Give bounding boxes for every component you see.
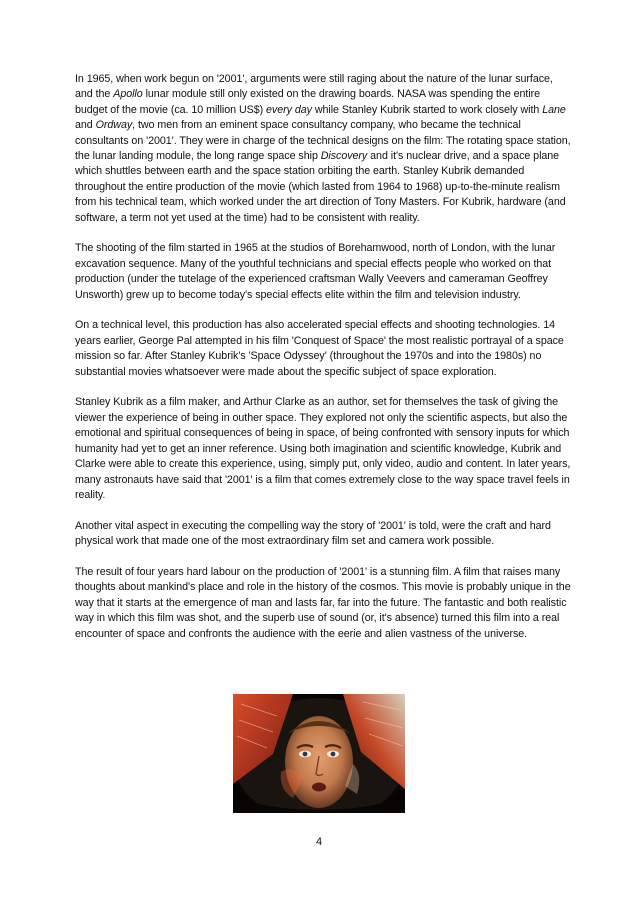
astronaut-helmet-illustration — [233, 694, 405, 813]
text-run: lunar module still only existed on the drawing boards. NASA was spending the entire budget of the movie (ca. 10 million US$) — [75, 88, 541, 116]
page-number: 4 — [315, 836, 323, 848]
body-text — [75, 72, 571, 657]
italic-text: Ordway — [95, 119, 133, 132]
text-run: On a technical level, this production has also accelerated special effects and shooting technologies. 14 years earlier, George Pal attempted in his film 'Conquest of Space' the most realistic portrayal of a space mission so far. After Stanley Kubrik's 'Space Odyssey' (throughout the 1970s and into the 1980s) no substantial movies whatsoever were made about the specific subject of space exploration. — [75, 319, 564, 378]
text-run: Stanley Kubrik as a film maker, and Arthur Clarke as an author, set for themselves the task of giving the viewer the experience of being in outher space. They explored not only the scientific aspects, but also the emotional and spiritual consequences of being in space, of being confronted with sensory inputs for which humanity had yet to get an inner reference. Using both imagination and scientific knowledge, Kubrik and Clarke were able to create this experience, using, simply put, only video, audio and content. In later years, many astronauts have said that '2001' is a film that comes extremely close to the way space travel feels in reality. — [75, 396, 571, 501]
text-run: , two men from an eminent space consultancy company, who became the technical consultants on '2001'. They were in charge of the technical designs on the film: The rotating space station, the lunar landing module, the long range space ship — [75, 119, 571, 163]
text-run: In 1965, when work begun on '2001', arguments were still raging about the nature of the lunar surface, and the — [75, 73, 553, 101]
text-run: while Stanley Kubrik started to work closely with — [311, 103, 543, 116]
paragraph-1 — [75, 72, 571, 226]
text-run: The result of four years hard labour on the production of '2001' is a stunning film. A film that raises many thoughts about mankind's place and role in the history of the cosmos. This movie is probably unique in the way that it starts at the emergence of man and lasts far, far into the future. The fantastic and both realistic way in which this film was shot, and the superb use of sound (or, it's absence) turned this film into a real encounter of space and confronts the audience with the eerie and alien vastness of the universe. — [75, 565, 571, 640]
text-run: and it's nuclear drive, and a space plane which shuttles between earth and the space station orbiting the earth. Stanley Kubrik demanded throughout the entire production of the movie (which lasted from 1964 to 1968) up-to-the-minute realism from his technical team, which worked under the art direction of Tony Masters. For Kubrik, hardware (and software, a term not yet used at the time) had to be consistent with reality. — [75, 150, 566, 224]
italic-text: every day — [266, 103, 312, 116]
paragraph-3 — [75, 318, 571, 380]
italic-text: Discovery — [320, 150, 368, 163]
paragraph-6 — [75, 565, 571, 642]
paragraph-2 — [75, 241, 571, 303]
text-run: Another vital aspect in executing the compelling way the story of '2001' is told, were the craft and hard physical work that made one of the most extraordinary film set and camera work possible. — [75, 519, 551, 548]
paragraph-4 — [75, 395, 571, 503]
astronaut-helmet-photo — [233, 694, 405, 813]
paragraph-5 — [75, 519, 571, 550]
italic-text: Lane — [542, 103, 566, 116]
text-run: The shooting of the film started in 1965 at the studios of Borehamwood, north of London, with the lunar excavation sequence. Many of the youthful technicians and special effects people who worked on that production (under the tutelage of the experienced craftsman Wally Veevers and cameraman Geoffrey Unsworth) grew up to become today's special effects elite within the film and television industry. — [75, 242, 556, 301]
text-run: and — [75, 119, 96, 132]
italic-text: Apollo — [113, 88, 143, 101]
